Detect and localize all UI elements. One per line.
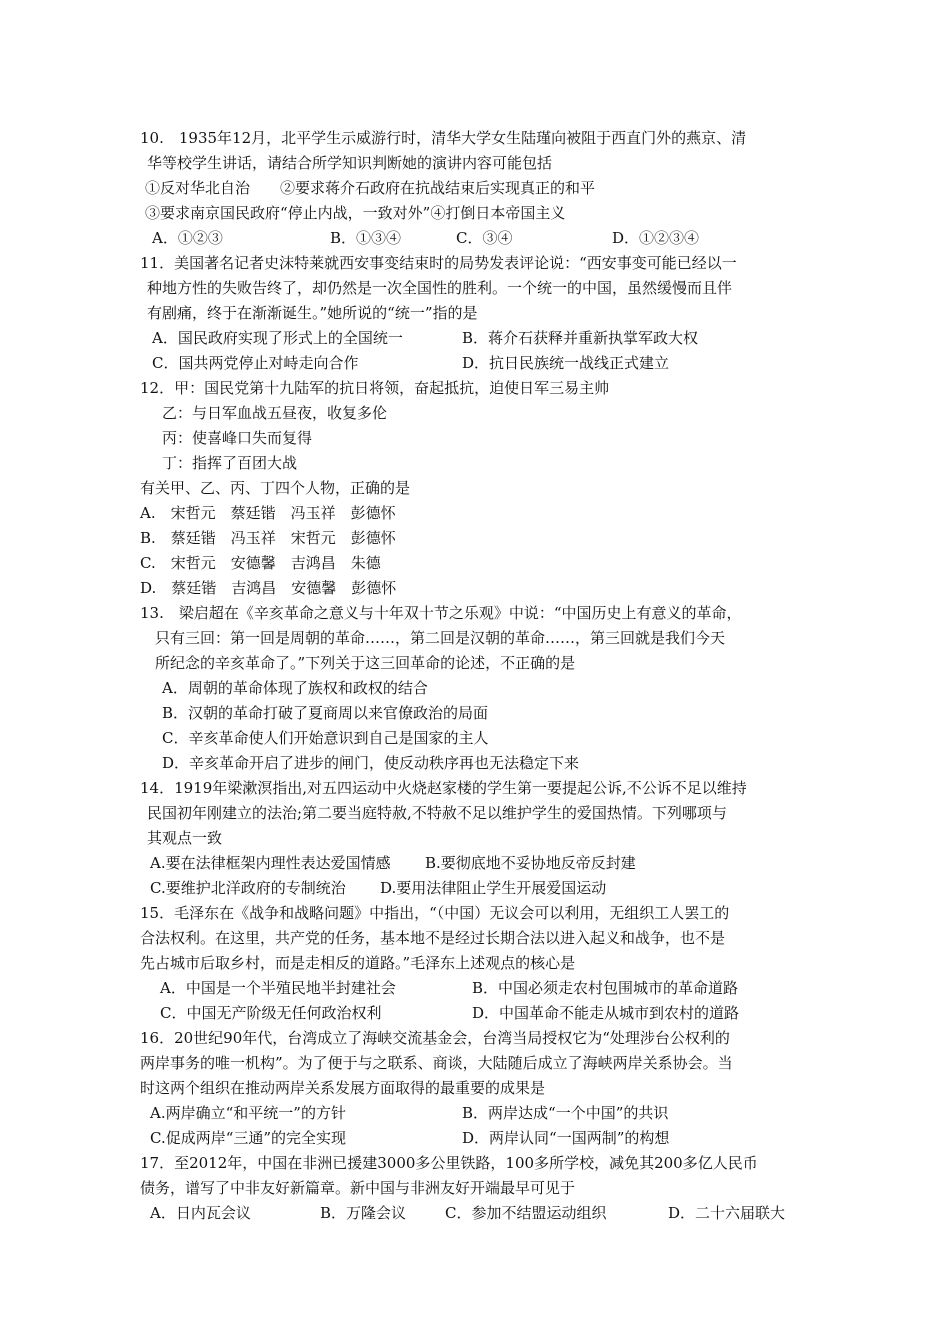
q11-stem-line-2: 种地方性的失败告终了，却仍然是一次全国性的胜利。一个统一的中国，虽然缓慢而且伴 [147, 279, 733, 297]
q15-option-c: C．中国无产阶级无任何政治权利 [160, 1004, 382, 1022]
q16-option-a: A.两岸确立“和平统一”的方针 [150, 1104, 346, 1122]
q16-option-b: B．两岸达成“一个中国”的共识 [462, 1104, 669, 1122]
q10-option-a: A．①②③ [152, 229, 223, 247]
q17-option-d: D．二十六届联大 [668, 1204, 786, 1222]
q12-stem-line-3: 丙：使喜峰口失而复得 [162, 429, 313, 447]
q10-option-b: B．①③④ [330, 229, 402, 247]
q11-option-d: D．抗日民族统一战线正式建立 [462, 354, 670, 372]
q16-stem-line-3: 时这两个组织在推动两岸关系发展方面取得的最重要的成果是 [140, 1079, 546, 1097]
q14-stem-line-1: 14．1919年梁漱溟指出,对五四运动中火烧赵家楼的学生第一要提起公诉,不公诉不足以维持 [140, 779, 747, 797]
q14-option-d: D.要用法律阻止学生开展爱国运动 [380, 879, 607, 897]
q17-stem-line-2: 债务，谱写了中非友好新篇章。新中国与非洲友好开端最早可见于 [140, 1179, 576, 1197]
q10-option-c: C．③④ [456, 229, 513, 247]
q13-option-a: A．周朝的革命体现了族权和政权的结合 [162, 679, 428, 697]
q12-stem-line-5: 有关甲、乙、丙、丁四个人物，正确的是 [140, 479, 411, 497]
q11-option-c: C．国共两党停止对峙走向合作 [152, 354, 359, 372]
q16-option-d: D．两岸认同“一国两制”的构想 [462, 1129, 670, 1147]
q13-option-b: B．汉朝的革命打破了夏商周以来官僚政治的局面 [162, 704, 489, 722]
q17-option-c: C．参加不结盟运动组织 [445, 1204, 607, 1222]
q13-stem-line-2: 只有三回：第一回是周朝的革命……，第二回是汉朝的革命……，第三回就是我们今天 [155, 629, 726, 647]
q14-stem-line-3: 其观点一致 [147, 829, 223, 847]
q17-stem-line-1: 17．至2012年，中国在非洲已援建3000多公里铁路，100多所学校，减免其200多亿人民币 [140, 1154, 758, 1172]
q17-option-b: B．万隆会议 [320, 1204, 407, 1222]
q13-option-c: C．辛亥革命使人们开始意识到自己是国家的主人 [162, 729, 489, 747]
q15-option-a: A．中国是一个半殖民地半封建社会 [160, 979, 396, 997]
q10-option-d: D．①②③④ [612, 229, 700, 247]
q10-item-line-1: ①反对华北自治 ②要求蒋介石政府在抗战结束后实现真正的和平 [145, 179, 596, 197]
q17-option-a: A．日内瓦会议 [150, 1204, 251, 1222]
q14-stem-line-2: 民国初年刚建立的法治;第二要当庭特赦,不特赦不足以维护学生的爱国热情。下列哪项与 [147, 804, 727, 822]
q12-option-d: D. 蔡廷锴 吉鸿昌 安德馨 彭德怀 [140, 579, 397, 597]
q10-stem-line-1: 10. 1935年12月，北平学生示威游行时，清华大学女生陆瑾向被阻于西直门外的燕京、清 [140, 129, 747, 147]
q16-stem-line-2: 两岸事务的唯一机构”。为了便于与之联系、商谈，大陆随后成立了海峡两岸关系协会。当 [140, 1054, 733, 1072]
q12-option-a: A. 宋哲元 蔡廷锴 冯玉祥 彭德怀 [140, 504, 396, 522]
q14-option-a: A.要在法律框架内理性表达爱国情感 [150, 854, 391, 872]
q14-option-b: B.要彻底地不妥协地反帝反封建 [425, 854, 636, 872]
q13-option-d: D．辛亥革命开启了进步的闸门，使反动秩序再也无法稳定下来 [162, 754, 580, 772]
q11-stem-line-3: 有剧痛，终于在渐渐诞生。”她所说的“统一”指的是 [147, 304, 478, 322]
q12-option-c: C. 宋哲元 安德馨 吉鸿昌 朱德 [140, 554, 381, 572]
q10-stem-line-2: 华等校学生讲话，请结合所学知识判断她的演讲内容可能包括 [147, 154, 553, 172]
q12-stem-line-4: 丁：指挥了百团大战 [162, 454, 298, 472]
q15-stem-line-2: 合法权利。在这里，共产党的任务，基本地不是经过长期合法以进入起义和战争，也不是 [140, 929, 726, 947]
q12-stem-line-1: 12．甲：国民党第十九陆军的抗日将领，奋起抵抗，迫使日军三易主帅 [140, 379, 610, 397]
q10-item-line-2: ③要求南京国民政府“停止内战，一致对外”④打倒日本帝国主义 [145, 204, 566, 222]
q13-stem-line-3: 所纪念的辛亥革命了。”下列关于这三回革命的论述，不正确的是 [155, 654, 576, 672]
q15-stem-line-3: 先占城市后取乡村，而是走相反的道路。”毛泽东上述观点的核心是 [140, 954, 576, 972]
q12-option-b: B. 蔡廷锴 冯玉祥 宋哲元 彭德怀 [140, 529, 396, 547]
q11-option-b: B．蒋介石获释并重新执掌军政大权 [462, 329, 699, 347]
q15-stem-line-1: 15．毛泽东在《战争和战略问题》中指出，“（中国）无议会可以利用，无组织工人罢工的 [140, 904, 730, 922]
q11-stem-line-1: 11．美国著名记者史沫特莱就西安事变结束时的局势发表评论说：“西安事变可能已经以一 [140, 254, 737, 272]
q16-stem-line-1: 16．20世纪90年代，台湾成立了海峡交流基金会，台湾当局授权它为“处理涉台公权利的 [140, 1029, 730, 1047]
q11-option-a: A．国民政府实现了形式上的全国统一 [152, 329, 403, 347]
q13-stem-line-1: 13. 梁启超在《辛亥革命之意义与十年双十节之乐观》中说：“中国历史上有意义的革命， [140, 604, 742, 622]
q15-option-d: D．中国革命不能走从城市到农村的道路 [472, 1004, 740, 1022]
q12-stem-line-2: 乙：与日军血战五昼夜，收复多伦 [162, 404, 388, 422]
q15-option-b: B．中国必须走农村包围城市的革命道路 [472, 979, 739, 997]
q14-option-c: C.要维护北洋政府的专制统治 [150, 879, 346, 897]
q16-option-c: C.促成两岸“三通”的完全实现 [150, 1129, 347, 1147]
